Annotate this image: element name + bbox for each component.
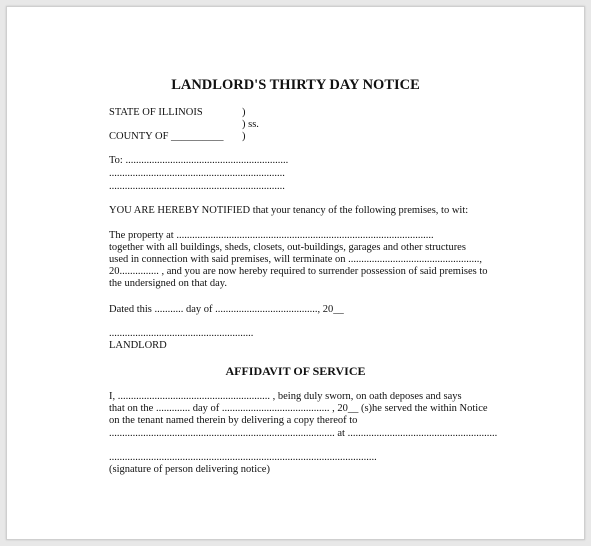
- affidavit-line-1: I, .......................................................... , being duly sworn, on oath deposes and says: [109, 391, 462, 402]
- property-line-5: the undersigned on that day.: [109, 278, 227, 289]
- affidavit-line-3: on the tenant named therein by delivering a copy thereof to: [109, 415, 358, 426]
- landlord-label: LANDLORD: [109, 340, 167, 351]
- landlord-signature-line: .......................................................: [109, 328, 254, 339]
- to-line-2: ...................................................................: [109, 168, 285, 179]
- venue-paren-3: ): [242, 131, 246, 142]
- affidavit-line-2: that on the ............. day of ......................................... , 20__ (s)he served the within Notice: [109, 403, 488, 414]
- document-title: LANDLORD'S THIRTY DAY NOTICE: [171, 77, 420, 93]
- county-label: COUNTY OF __________: [109, 131, 224, 142]
- to-line-3: ...................................................................: [109, 181, 285, 192]
- venue-paren-1: ): [242, 107, 246, 118]
- affidavit-heading: AFFIDAVIT OF SERVICE: [225, 364, 366, 378]
- document-page: [6, 6, 585, 540]
- venue-paren-2: ) ss.: [242, 119, 259, 130]
- dated-line: Dated this ........... day of ......................................., 20__: [109, 304, 344, 315]
- property-line-3: used in connection with said premises, will terminate on ..................................................,: [109, 254, 482, 265]
- property-line-4: 20............... , and you are now hereby required to surrender possession of said premises to: [109, 266, 488, 277]
- affidavit-line-4: ...................................................................................... at .........................................................: [109, 428, 498, 439]
- signature-dots-line: ......................................................................................................: [109, 452, 377, 463]
- notified-statement: YOU ARE HEREBY NOTIFIED that your tenancy of the following premises, to wit:: [109, 205, 469, 216]
- to-line-1: To: ..............................................................: [109, 155, 289, 166]
- property-line-2: together with all buildings, sheds, closets, out-buildings, garages and other structures: [109, 242, 466, 253]
- property-line-1: The property at ..................................................................................................: [109, 230, 434, 241]
- signature-caption: (signature of person delivering notice): [109, 464, 270, 475]
- state-label: STATE OF ILLINOIS: [109, 107, 203, 118]
